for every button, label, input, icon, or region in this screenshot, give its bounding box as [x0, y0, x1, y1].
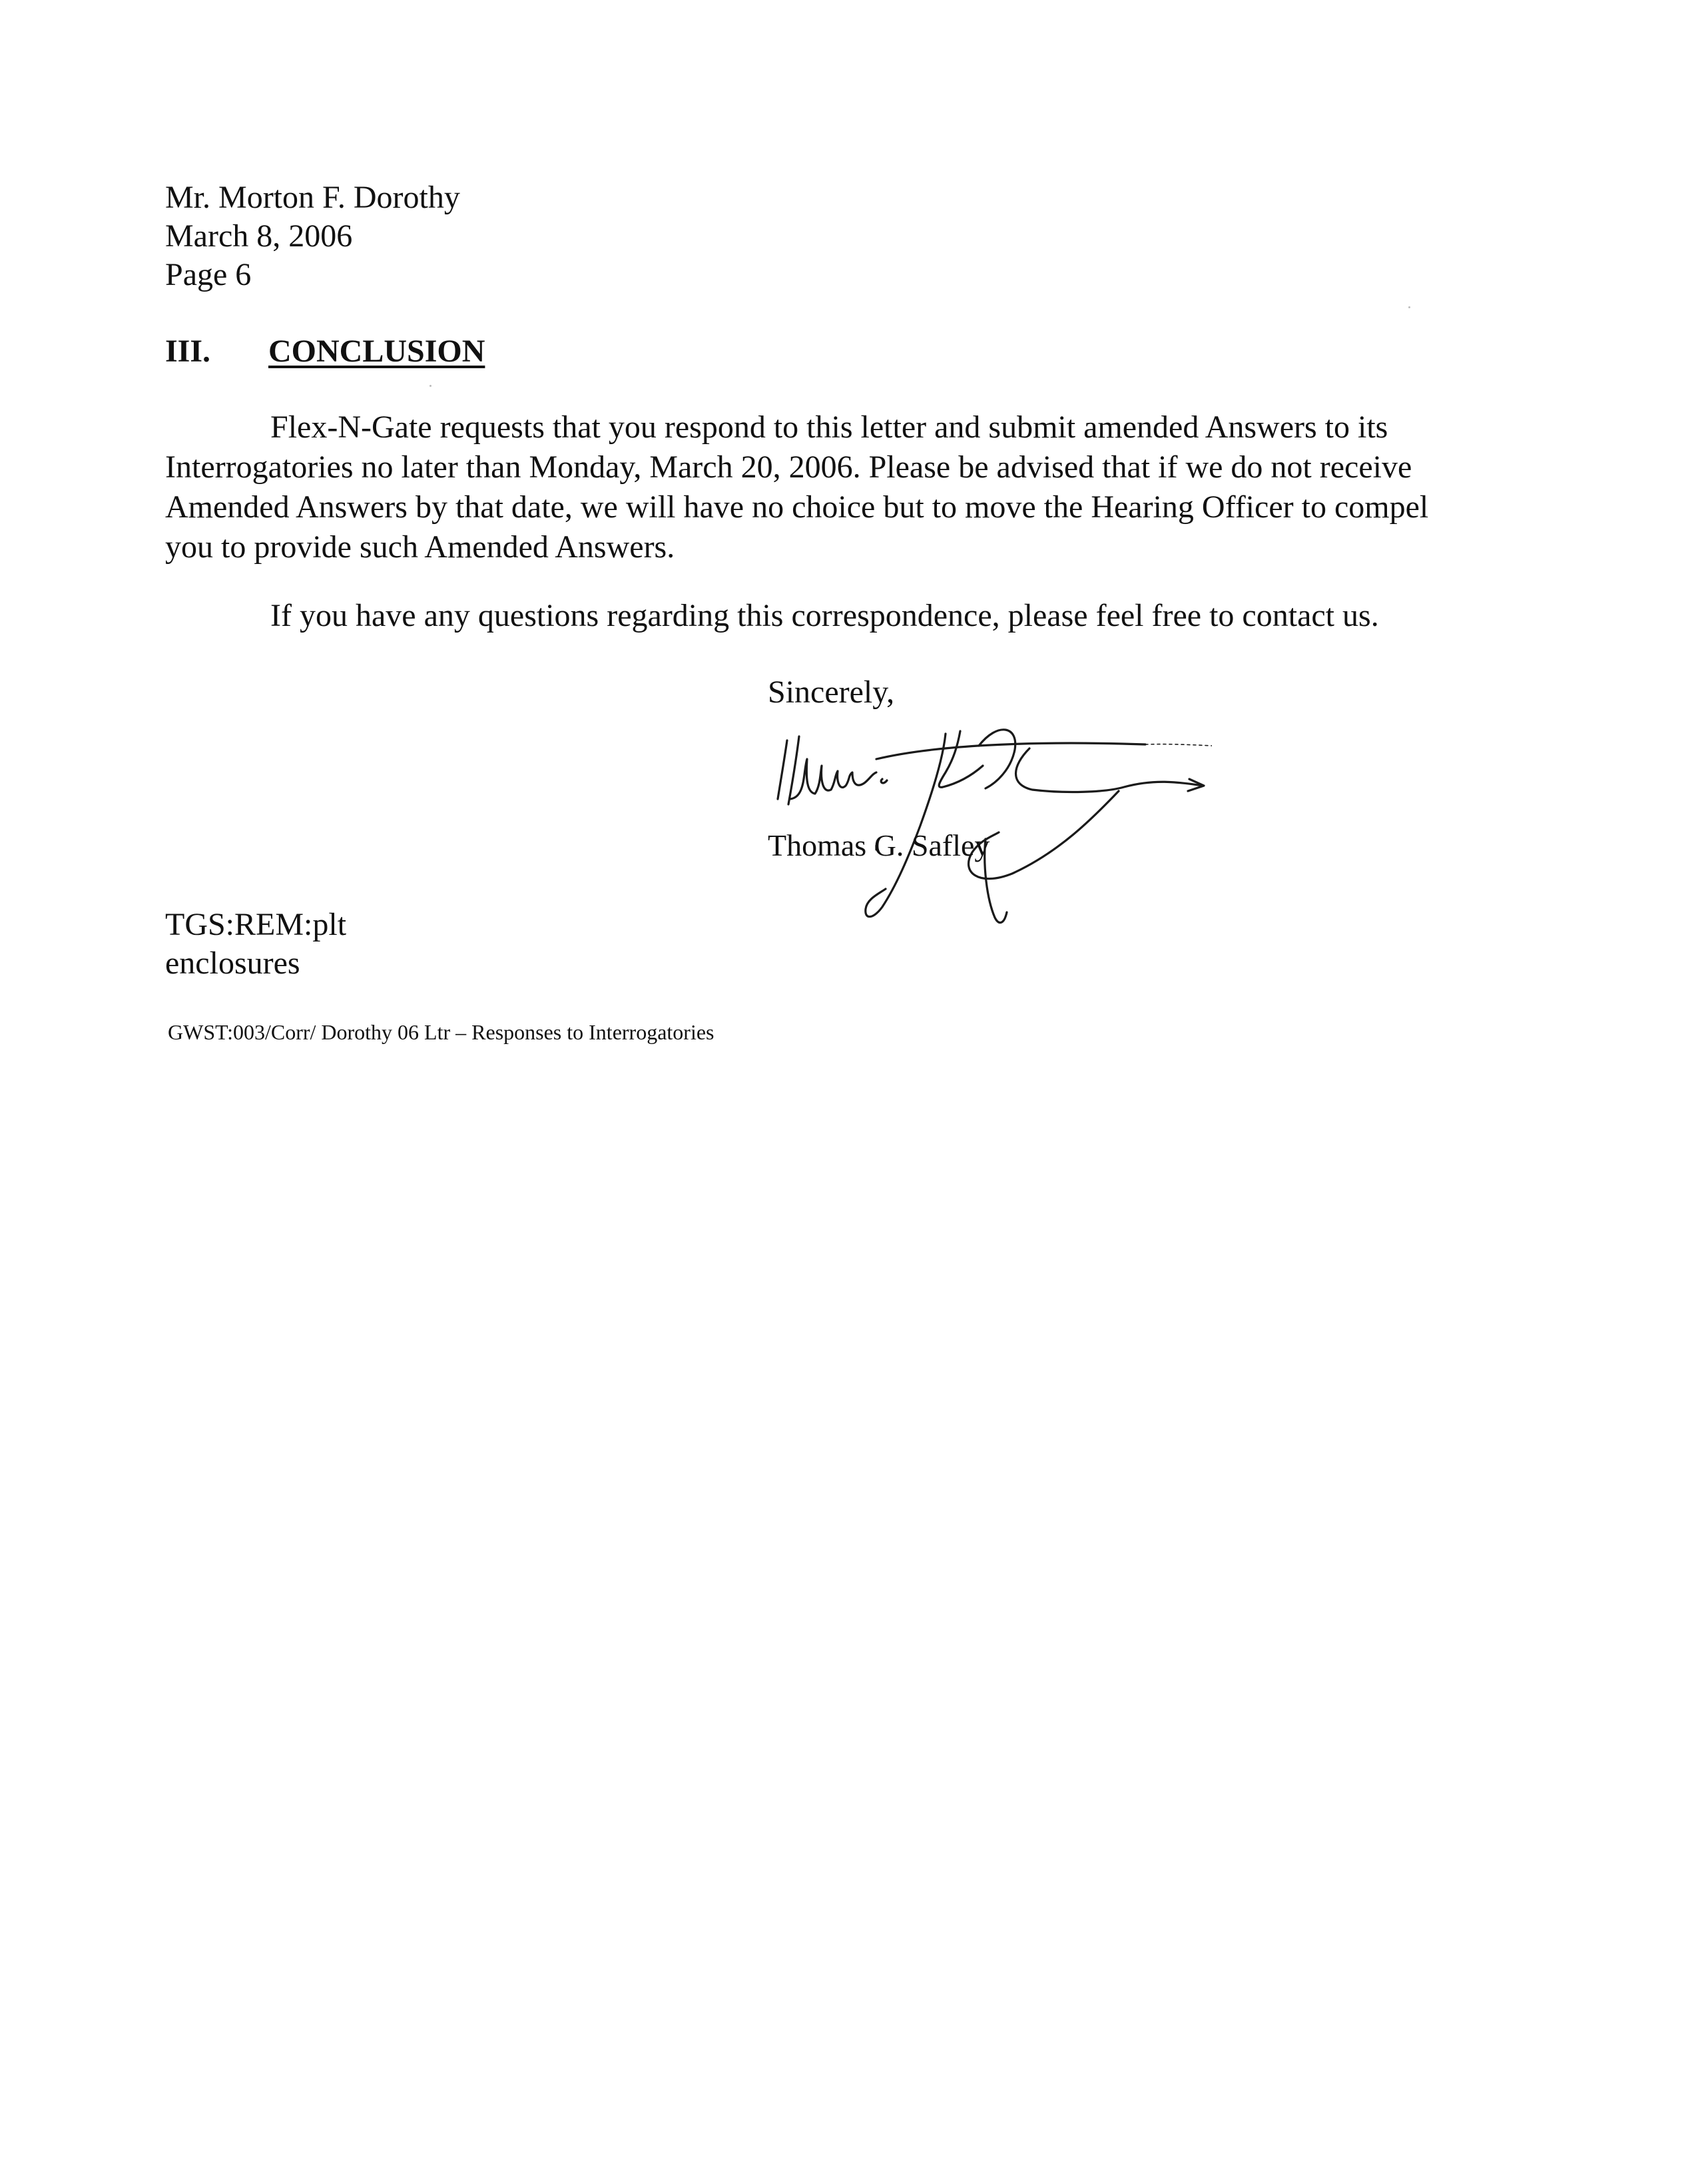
section-number: III.	[165, 334, 211, 369]
section-title: CONCLUSION	[268, 334, 485, 369]
reference-initials: TGS:REM:plt	[165, 907, 347, 942]
conclusion-paragraph: Flex-N-Gate requests that you respond to this letter and submit amended Answers to its Interrogatories no later than Monday, March 20, 2006. Please be advised that if we do not receive Amended Answers by that date, we will have no choice but to move the Hearing Officer to compel you to provide such Amended Answers.	[165, 410, 1429, 565]
letter-date: March 8, 2006	[165, 218, 353, 254]
scan-speck	[1408, 306, 1410, 308]
reference-block	[165, 906, 346, 983]
page-number: Page 6	[165, 257, 252, 292]
closing-salutation: Sincerely,	[768, 675, 895, 710]
contact-paragraph: If you have any questions regarding this correspondence, please feel free to contact us.	[270, 598, 1379, 633]
scan-speck	[429, 385, 431, 387]
letter-header	[165, 178, 460, 294]
enclosures-note: enclosures	[165, 946, 300, 981]
file-reference: GWST:003/Corr/ Dorothy 06 Ltr – Responses to Interrogatories	[168, 1020, 714, 1044]
signer-name: Thomas G. Safley	[768, 828, 990, 862]
handwritten-signature	[746, 719, 1212, 932]
section-heading	[165, 333, 485, 370]
recipient-name: Mr. Morton F. Dorothy	[165, 180, 460, 215]
